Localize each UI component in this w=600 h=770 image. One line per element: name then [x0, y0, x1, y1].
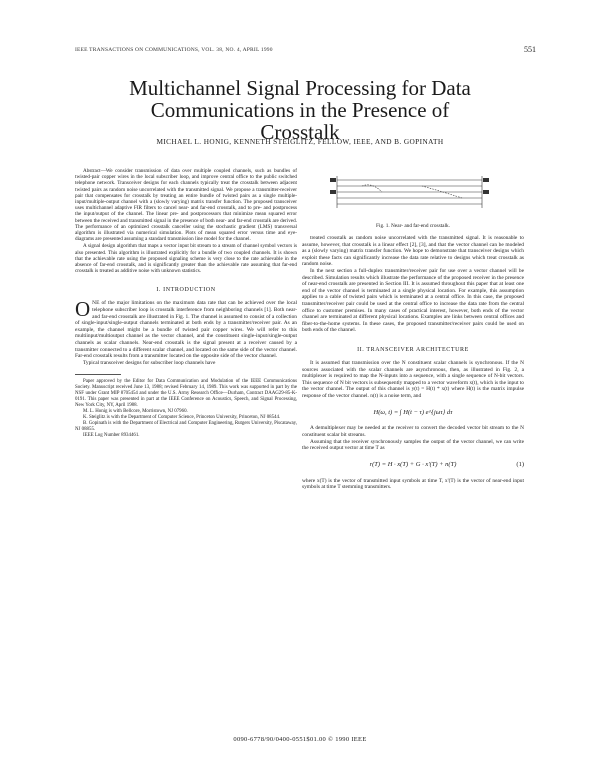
footnote: K. Steiglitz is with the Department of Computer Science, Princeton University, Princeton, NJ 08544. — [83, 415, 281, 421]
footnote: M. L. Honig is with Bellcore, Morristown, NJ 07960. — [83, 409, 188, 415]
body-paragraph — [75, 297, 297, 360]
running-head: IEEE TRANSACTIONS ON COMMUNICATIONS, VOL. 38, NO. 4, APRIL 1990 — [75, 47, 273, 53]
transmitter-box — [330, 190, 336, 194]
footnote: IEEE Log Number 8934461. — [83, 433, 140, 439]
body-paragraph: Typical transceiver designs for subscriber loop channels have — [83, 359, 216, 366]
left-column — [75, 168, 297, 439]
equation — [302, 399, 524, 425]
drop-cap: O — [75, 297, 91, 322]
title-line-3: Crosstalk — [260, 120, 340, 145]
body-paragraph: It is assumed that transmission over the N constituent scalar channels is synchronous. If the N sources associated with the scalar channels are asynchronous, then, as illustrated in Fig. 2, a multiplexer is required to map the N-inputs into a sequence, with a single sequence of N-bit vectors. This sequence of N bit vectors is subsequently mapped to a vector waveform x(t), which is the input to the vector channel. The output of this channel is y(t) = H(t) * x(t) where H(t) is the matrix impulse response of the vector channel. n(t) is a noise term, and — [302, 359, 524, 399]
title-line-1: Multichannel Signal Processing for Data — [129, 76, 471, 101]
body-paragraph: treated crosstalk as random noise uncorrelated with the transmitted signal. It is reasonable to assume, however, that crosstalk is a linear effect [2], [3], and that the vector channel can be modeled as a (slowly varying) matrix transfer function. We hope to demonstrate that transceiver designs which exploit these facts can significantly increase the data rate relative to designs which treat crosstalk as random noise. — [302, 235, 524, 268]
body-text: NE of the major limitations on the maximum data rate that can be achieved over the local telephone subscriber loop is crosstalk interference from neighboring channels [1]. Both near- and far-end crosstalk are illustrated in Fig. 1. The channel is assumed to consist of a collection of single-input/single-output channels terminated at both ends by a transmitter/receiver pair. As an example, the channel might be a bundle of twisted pair copper wires. We will refer to this multiinput/multioutput channel as the vector channel, and the constituent single-input/single-output channels as scalar channels. Near-end crosstalk is the signal present at a receiver caused by a transmitter connected to a different scalar channel, and located on the same side of the vector channel. Far-end crosstalk results from a transmitter located on the opposite side of the vector channel. — [75, 300, 297, 360]
footnote: Paper approved by the Editor for Data Communication and Modulation of the IEEE Communications Society. Manuscript received June 13, 1988; revised February 14, 1989. This work was supported in part by the NSF under Grant MIP 8705454 and under the U.S. Army Research Office—Durham, Contract DAAG29-85-K-0191. This paper was presented in part at the IEEE Conference on Acoustics, Speech, and Signal Processing, New York City, NY, April 1988. — [75, 379, 297, 409]
section-heading: I. INTRODUCTION — [156, 287, 216, 294]
footnote-rule — [75, 374, 121, 375]
paper-title — [70, 77, 530, 143]
abstract — [75, 168, 297, 274]
body-paragraph: A demultiplexer may be needed at the receiver to convert the decoded vector bit stream to the N constituent scalar bit streams. — [302, 425, 524, 439]
equation — [302, 452, 524, 478]
body-paragraph: where x(T) is the vector of transmitted input symbols at time T, x'(T) is the vector of near-end input symbols at time T stemming transmitters. — [302, 477, 524, 491]
body-paragraph: In the next section a full-duplex transmitter/receiver pair for use over a vector channel will be described. Simulation results which illustrate the performance of the proposed receiver in the presence of near-end crosstalk are presented in Section III. It is assumed throughout this paper that at least one end of the vector channel is terminated at a single physical location. For example, this assumption applies to a cable of twisted pairs which is terminated at a central office. In this case, the proposed transmitter/receiver pair could be used at the central office to increase the data rate from the central office to customer premises. In many cases of practical interest, however, both ends of the vector channel are terminated at different physical locations. Examples are links between central offices and fiber-to-the-home systems. In these cases, the proposed transmitter/receiver pairs could be used on both ends of the channel. — [302, 267, 524, 334]
crosstalk-diagram — [302, 172, 524, 222]
receiver-box — [483, 178, 489, 182]
footnotes — [75, 379, 297, 439]
equation-number: (1) — [516, 461, 524, 469]
section-heading: II. TRANSCEIVER ARCHITECTURE — [357, 346, 469, 353]
transmitter-box — [330, 178, 336, 182]
figure-1 — [302, 172, 524, 222]
author-line: MICHAEL L. HONIG, KENNETH STEIGLITZ, FELLOW, IEEE, AND B. GOPINATH — [156, 137, 444, 146]
title-line-2: Communications in the Presence of — [150, 98, 450, 123]
figure-caption: Fig. 1. Near- and far-end crosstalk. — [376, 223, 450, 229]
page-number: 551 — [524, 45, 536, 54]
abstract-paragraph: A signal design algorithm that maps a vector input bit stream to a stream of channel symbol vectors is also presented. This algorithm is illustrated explicitly for a bundle of two coupled channels. It is shown that the achievable rate using the proposed signaling scheme is very close to the rate achievable in the absence of far-end crosstalk, and is significantly greater than the achievable rate assuming that far-end crosstalk is treated as additive noise with unknown statistics. — [75, 243, 297, 275]
equation-text: H(ω, t) = ∫ H(t − τ) e^{jωτ} dτ — [373, 408, 453, 416]
footnote: B. Gopinath is with the Department of Electrical and Computer Engineering, Rutgers University, Piscataway, NJ 08855. — [75, 421, 297, 433]
copyright-line: 0090-6778/90/0400-0551$01.00 © 1990 IEEE — [233, 736, 367, 743]
receiver-box — [483, 190, 489, 194]
equation-text: r(T) = H · x(T) + G · x'(T) + n(T) — [369, 461, 457, 469]
right-column — [302, 172, 524, 491]
abstract-paragraph: Abstract—We consider transmission of data over multiple coupled channels, such as bundles of twisted-pair copper wires in the local subscriber loop, and improve central office to the public switched telephone network. Transceiver designs for each channels typically treat the crosstalk between adjacent twisted pairs as random noise uncorrelated with the transmitted signal. We propose a transmitter-receiver pair that compensates for crosstalk by treating an entire bundle of twisted pairs as a single multiple-input/multiple-output channel with a (slowly varying) matrix transfer function. The proposed transceiver uses multichannel adaptive FIR filters to cancel near- and far-end crosstalk, and to pre- and postprocess the input/output of the channel. The linear pre- and postprocessors that minimize mean squared error between the received and transmitted signal in the presence of both near- and far-end crosstalk are derived. The performance of an optimized crosstalk canceller using the stochastic gradient (LMS) transversal algorithm is illustrated via numerical simulation. Plots of mean squared error versus time and eye-diagrams are presented assuming a standard transmission line model for the channel. — [75, 168, 297, 243]
body-paragraph: Assuming that the receiver synchronously samples the output of the vector channel, we can write the received output vector at time T as — [302, 438, 524, 452]
